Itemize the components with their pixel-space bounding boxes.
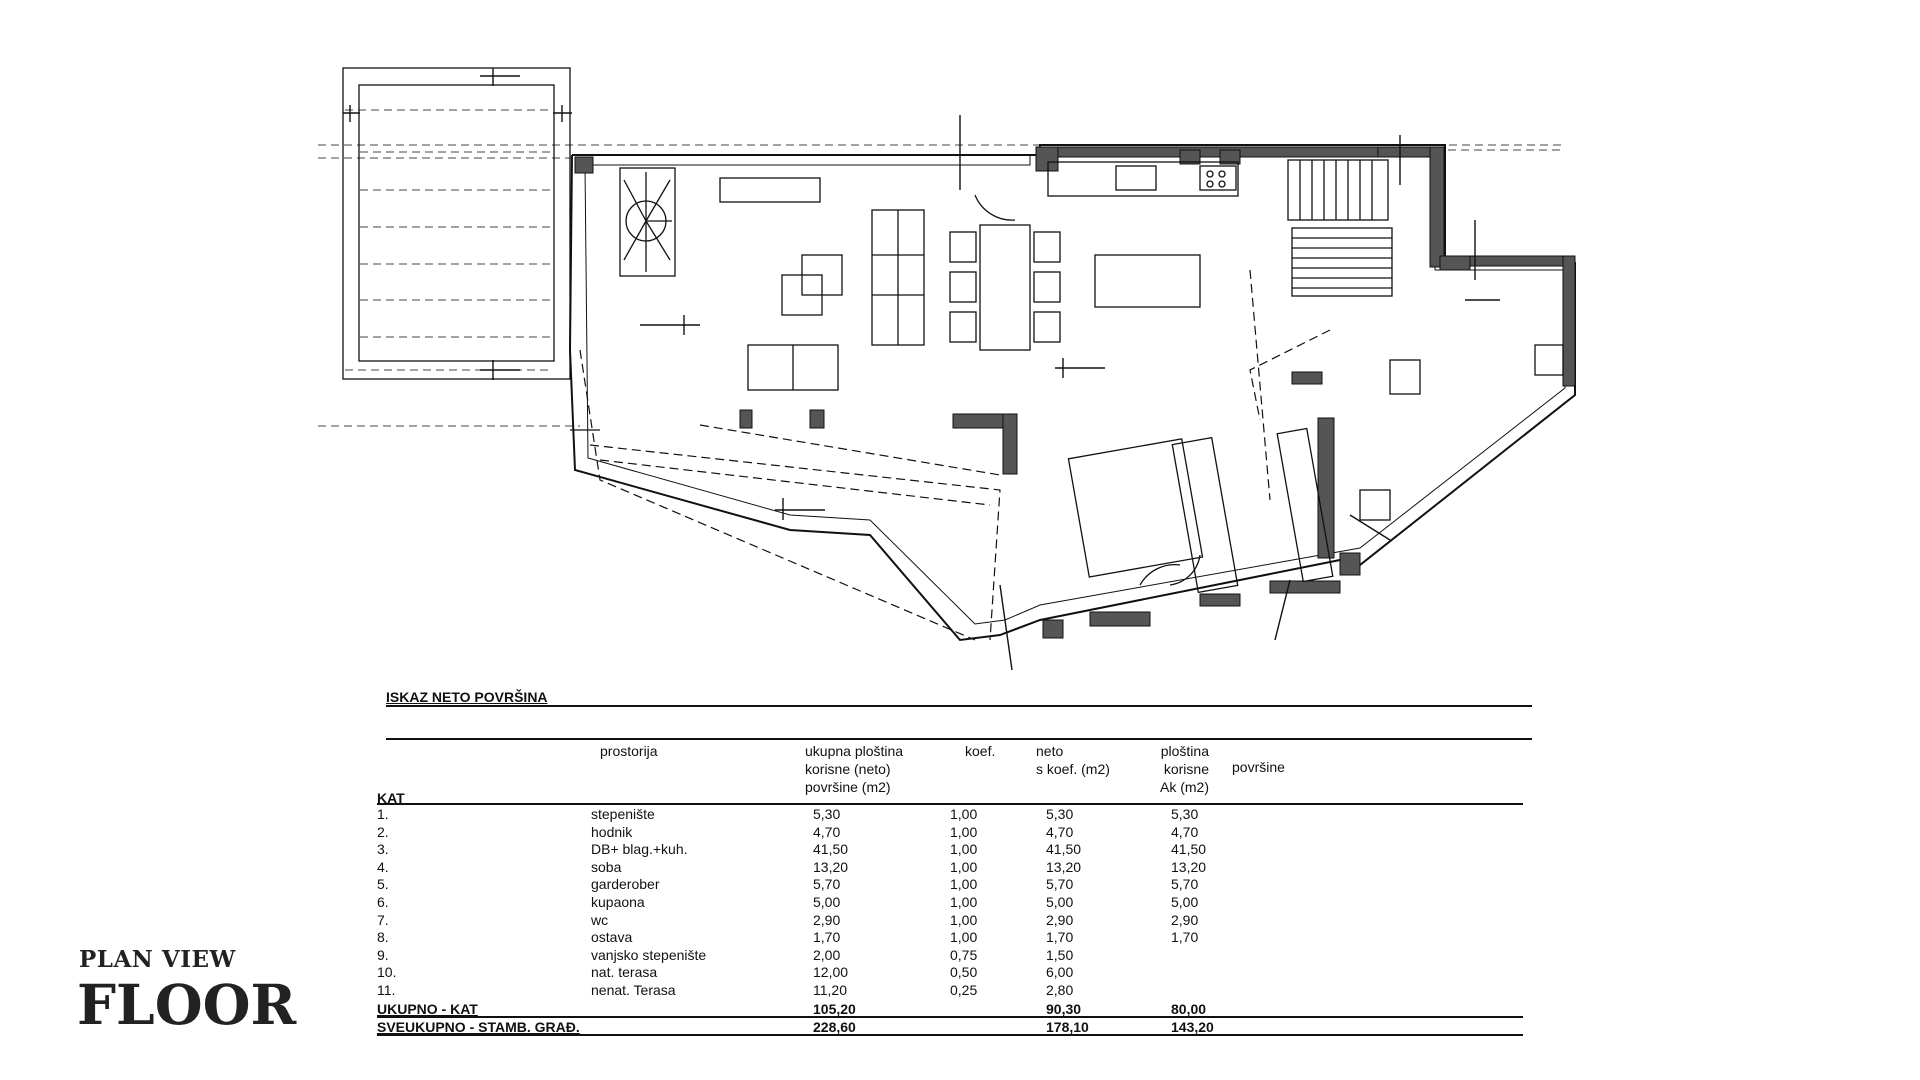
caption-floor: FLOOR <box>77 972 297 1037</box>
header-neto: neto s koef. (m2) <box>1036 743 1110 777</box>
table-row: 3. DB+ blag.+kuh. 41,50 1,00 41,50 41,50 <box>377 841 1207 858</box>
table-row: 2. hodnik 4,70 1,00 4,70 4,70 <box>377 823 1199 840</box>
table-body <box>377 806 1527 1000</box>
table-row: 5. garderober 5,70 1,00 5,70 5,70 <box>377 876 1199 893</box>
divider <box>386 705 1532 707</box>
table-row: 7. wc 2,90 1,00 2,90 2,90 <box>377 911 1199 928</box>
table-row: 8. ostava 1,70 1,00 1,70 1,70 <box>377 929 1199 946</box>
divider <box>386 738 1532 740</box>
divider <box>377 803 1523 805</box>
divider <box>377 1016 1523 1018</box>
header-kat: KAT <box>377 790 405 806</box>
total-row-overall: SVEUKUPNO - STAMB. GRAĐ. 228,60 178,10 143,20 <box>377 1019 1214 1035</box>
divider <box>377 1034 1523 1036</box>
header-koef: koef. <box>965 743 996 759</box>
header-ak: ploština korisne Ak (m2) <box>1160 743 1209 795</box>
table-row: 4. soba 13,20 1,00 13,20 13,20 <box>377 858 1207 875</box>
caption-plan-view: PLAN VIEW <box>79 946 236 973</box>
table-row: 9. vanjsko stepenište 2,00 0,75 1,50 <box>377 946 1074 963</box>
table-row: 6. kupaona 5,00 1,00 5,00 5,00 <box>377 893 1199 910</box>
header-total-area: ukupna ploština korisne (neto) površine (m2) <box>805 743 904 795</box>
total-row-kat: UKUPNO - KAT 105,20 90,30 80,00 <box>377 1001 1207 1017</box>
table-row: 1. stepenište 5,30 1,00 5,30 5,30 <box>377 806 1199 822</box>
header-extra: površine <box>1232 759 1285 775</box>
header-room: prostorija <box>600 743 658 759</box>
table-row: 10. nat. terasa 12,00 0,50 6,00 <box>377 964 1074 981</box>
table-row: 11. nenat. Terasa 11,20 0,25 2,80 <box>377 981 1074 998</box>
table-title: ISKAZ NETO POVRŠINA <box>386 689 548 705</box>
